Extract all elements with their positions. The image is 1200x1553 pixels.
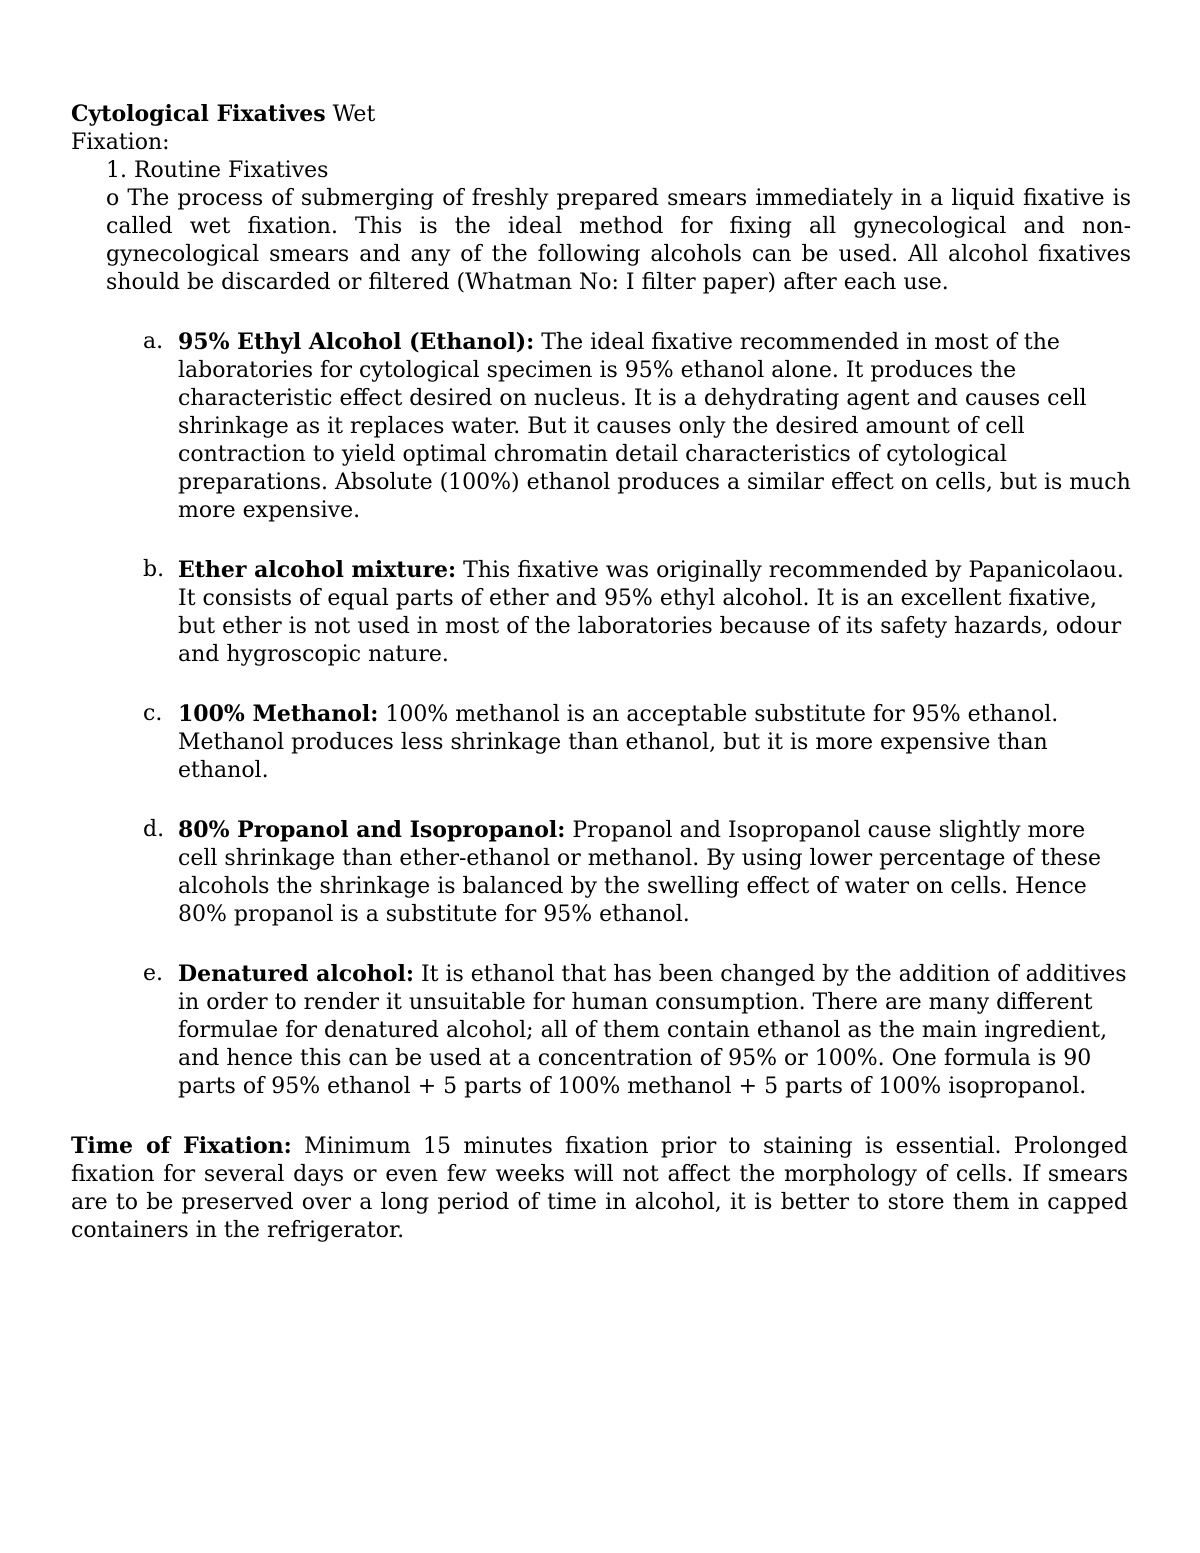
list-marker: a. bbox=[143, 329, 164, 354]
time-of-fixation-paragraph bbox=[71, 1132, 1128, 1245]
list-item bbox=[143, 700, 1131, 785]
list-marker: e. bbox=[143, 961, 164, 986]
list-text: Propanol and Isopropanol cause slightly more cell shrinkage than ether-ethanol or methanol. By using lower percentage of these alcohols the shrinkage is balanced by the swelling effect of water on cells. Hence 80% propanol is a substitute for 95% ethanol. bbox=[178, 818, 1102, 927]
list-text: It is ethanol that has been changed by the addition of additives in order to render it unsuitable for human consumption. There are many different formulae for denatured alcohol; all of them contain ethanol as the main ingredient, and hence this can be used at a concentration of 95% or 100%. One formula is 90 parts of 95% ethanol + 5 parts of 100% methanol + 5 parts of 100% isopropanol. bbox=[178, 962, 1127, 1099]
time-of-fixation-text: Minimum 15 minutes fixation prior to staining is essential. Prolonged fixation for several days or even few weeks will not affect the morphology of cells. If smears are to be preserved over a long period of time in alcohol, it is better to store them in capped containers in the refrigerator. bbox=[71, 1134, 1128, 1243]
list-term: Ether alcohol mixture: bbox=[178, 557, 457, 583]
document-body bbox=[71, 100, 1131, 1245]
list-item bbox=[143, 328, 1131, 525]
document-title bbox=[71, 100, 1131, 129]
intro-paragraph: o The process of submerging of freshly prepared smears immediately in a liquid fixative is called wet fixation. This is the ideal method for fixing all gynecological and non-gynecological smears and any of the following alcohols can be used. All alcohol fixatives should be discarded or filtered (Whatman No: I filter paper) after each use. bbox=[106, 186, 1131, 295]
title-rest: Wet bbox=[325, 102, 376, 127]
time-of-fixation-term: Time of Fixation: bbox=[71, 1133, 292, 1159]
list-item bbox=[143, 816, 1131, 929]
list-term: 100% Methanol: bbox=[178, 701, 379, 727]
fixatives-list bbox=[71, 328, 1131, 1101]
list-marker: b. bbox=[143, 557, 165, 582]
list-term: Denatured alcohol: bbox=[178, 961, 414, 987]
list-term: 80% Propanol and Isopropanol: bbox=[178, 817, 566, 843]
list-marker: c. bbox=[143, 701, 163, 726]
list-item bbox=[143, 556, 1131, 669]
list-text: The ideal fixative recommended in most of the laboratories for cytological specimen is 95% ethanol alone. It produces the characteristic effect desired on nucleus. It is a dehydrating agent and causes cell shrinkage as it replaces water. But it causes only the desired amount of cell contraction to yield optimal chromatin detail characteristics of cytological preparations. Absolute (100%) ethanol produces a similar effect on cells, but is much more expensive. bbox=[178, 330, 1131, 523]
list-marker: d. bbox=[143, 817, 165, 842]
list-text: This fixative was originally recommended by Papanicolaou. It consists of equal parts of ether and 95% ethyl alcohol. It is an excellent fixative, but ether is not used in most of the laboratories because of its safety hazards, odour and hygroscopic nature. bbox=[178, 558, 1124, 667]
numbered-heading: 1. Routine Fixatives bbox=[106, 158, 329, 183]
list-item bbox=[143, 960, 1131, 1101]
list-term: 95% Ethyl Alcohol (Ethanol): bbox=[178, 329, 535, 355]
list-text: 100% methanol is an acceptable substitute for 95% ethanol. Methanol produces less shrinkage than ethanol, but it is more expensive than ethanol. bbox=[178, 702, 1059, 783]
title-bold: Cytological Fixatives bbox=[71, 101, 326, 127]
document-subtitle: Fixation: bbox=[71, 130, 170, 155]
